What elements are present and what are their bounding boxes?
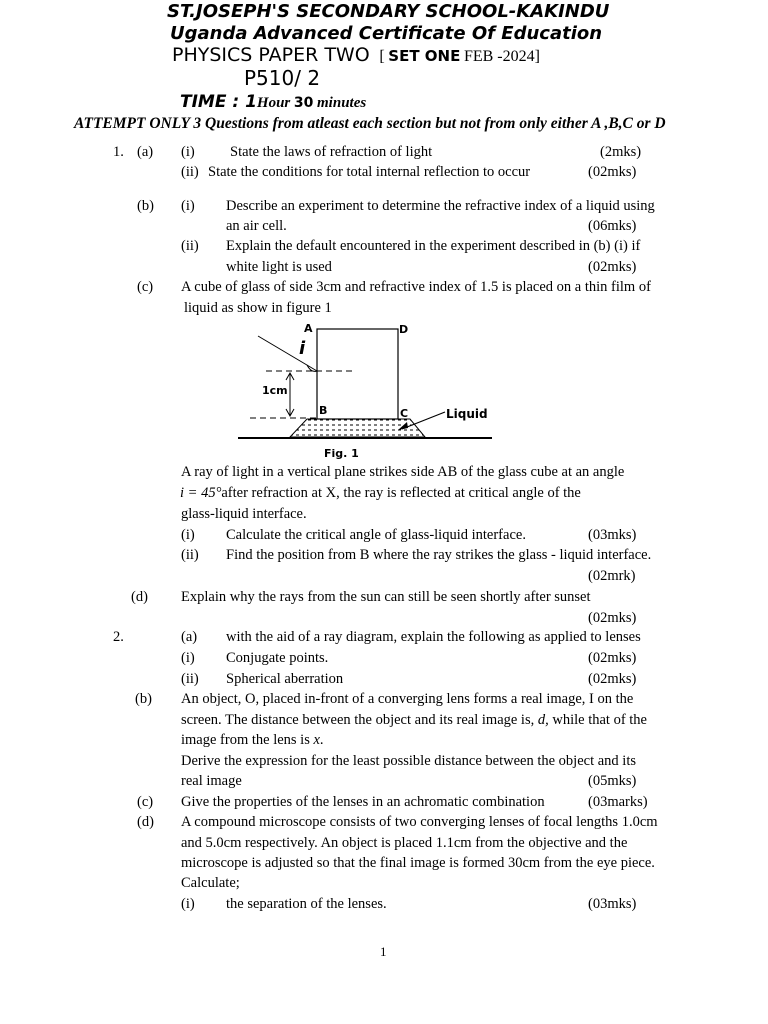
q1a-ii-marks: (02mks) <box>588 164 637 180</box>
q2d-i-marks: (03mks) <box>588 896 637 912</box>
q1b-i-label: (i) <box>181 198 195 214</box>
school-name: ST.JOSEPH'S SECONDARY SCHOOL-KAKINDU <box>167 1 610 22</box>
label-i: i <box>299 338 306 359</box>
q2b-line5: real image <box>181 773 242 789</box>
q1c-para-line1: A ray of light in a vertical plane strikes side AB of the glass cube at an angle <box>181 464 625 480</box>
q1c-i-text: Calculate the critical angle of glass-liquid interface. <box>226 527 526 543</box>
instruction: ATTEMPT ONLY 3 Questions from atleast each section but not from only either A ,B,C or D <box>74 115 666 132</box>
set-date: FEB -2024] <box>463 48 540 65</box>
q2d-label: (d) <box>137 814 154 830</box>
q1c-i-marks: (03mks) <box>588 527 637 543</box>
incident-ray <box>258 336 317 371</box>
set-bracket: [ <box>379 48 385 65</box>
q2b-line2b: while that of the <box>552 712 647 728</box>
q2d-i-text: the separation of the lenses. <box>226 896 387 912</box>
q2a-i-label: (i) <box>181 650 195 666</box>
q2b-line3b: . <box>319 732 324 748</box>
q1a-ii-text: State the conditions for total internal reflection to occur <box>208 164 531 180</box>
q2a-ii-marks: (02mks) <box>588 671 637 687</box>
label-d: D <box>399 323 409 336</box>
q2d-i-label: (i) <box>181 896 195 912</box>
q1a-ii-label: (ii) <box>181 164 199 180</box>
q2b-label: (b) <box>135 691 152 707</box>
q2a-i-marks: (02mks) <box>588 650 637 666</box>
label-liquid: Liquid <box>446 407 488 421</box>
q2d-line1: A compound microscope consists of two converging lenses of focal lengths 1.0cm <box>181 814 658 830</box>
q1a-label: (a) <box>137 144 154 160</box>
paper-title: PHYSICS PAPER TWO <box>172 44 370 66</box>
q1c-label: (c) <box>137 279 154 295</box>
q1c-line2: liquid as show in figure 1 <box>184 300 332 316</box>
q2c-label: (c) <box>137 794 154 810</box>
q2d-line4: Calculate; <box>181 875 240 891</box>
figure-1 <box>230 318 510 464</box>
q2b-line4: Derive the expression for the least possible distance between the object and its <box>181 753 636 769</box>
q1d-label: (d) <box>131 589 148 605</box>
q1c-para-line2 <box>180 486 581 501</box>
q1c-ii-text: Find the position from B where the ray strikes the glass - liquid interface. <box>226 547 652 563</box>
q1c-ii-marks: (02mrk) <box>588 568 636 584</box>
q1c-para-line2-rest: after refraction at X, the ray is reflected at critical angle of the <box>221 485 581 501</box>
time-label: TIME : 1 <box>180 92 257 112</box>
time-30: 30 <box>293 95 314 111</box>
q1b-i-marks: (06mks) <box>588 218 637 234</box>
q2d-line2: and 5.0cm respectively. An object is placed 1.1cm from the objective and the <box>181 835 628 851</box>
q2c-marks: (03marks) <box>588 794 648 810</box>
q2a-ii-text: Spherical aberration <box>226 671 344 687</box>
q1b-label: (b) <box>137 198 154 214</box>
q2a-i-text: Conjugate points. <box>226 650 329 666</box>
angle-equation: i = 45° <box>180 485 222 501</box>
time-line <box>180 94 366 111</box>
glass-cube <box>317 329 398 419</box>
q2a-text: with the aid of a ray diagram, explain the following as applied to lenses <box>226 629 641 645</box>
q1b-i-line1: Describe an experiment to determine the refractive index of a liquid using <box>226 198 655 214</box>
page-number: 1 <box>380 944 387 959</box>
q2b-line3 <box>181 733 324 748</box>
q1b-ii-line1: Explain the default encountered in the experiment described in (b) (i) if <box>226 238 641 254</box>
q2b-marks: (05mks) <box>588 773 637 789</box>
q2b-line2 <box>181 713 647 728</box>
q1a-i-text: State the laws of refraction of light <box>230 144 433 160</box>
q2b-line2a: screen. The distance between the object and its real image is, <box>181 712 535 728</box>
label-c: C <box>400 407 409 420</box>
q1b-ii-label: (ii) <box>181 238 199 254</box>
q1d-text: Explain why the rays from the sun can still be seen shortly after sunset <box>181 589 591 605</box>
q2b-var-x: x <box>313 732 320 748</box>
time-minutes: minutes <box>317 95 367 111</box>
q2-number: 2. <box>113 629 124 645</box>
q1a-i-marks: (2mks) <box>600 144 642 160</box>
q2b-line3a: image from the lens is <box>181 732 310 748</box>
time-hour: Hour <box>256 95 291 111</box>
figure-caption: Fig. 1 <box>324 447 359 460</box>
q2b-line1: An object, O, placed in-front of a converging lens forms a real image, I on the <box>181 691 634 707</box>
q2c-text: Give the properties of the lenses in an achromatic combination <box>181 794 545 810</box>
q2a-ii-label: (ii) <box>181 671 199 687</box>
certificate-title: Uganda Advanced Certificate Of Education <box>170 23 603 44</box>
q1d-marks: (02mks) <box>588 610 637 626</box>
q1c-i-label: (i) <box>181 527 195 543</box>
q1c-line1: A cube of glass of side 3cm and refractive index of 1.5 is placed on a thin film of <box>181 279 651 295</box>
q1b-ii-line2: white light is used <box>226 259 332 275</box>
q2a-label: (a) <box>181 629 198 645</box>
q2b-var-d: d, <box>537 712 549 728</box>
paper-line <box>172 46 540 65</box>
label-1cm: 1cm <box>262 384 288 397</box>
q1c-para-line3: glass-liquid interface. <box>181 506 307 522</box>
paper-code: P510/ 2 <box>244 66 321 90</box>
q2d-line3: microscope is adjusted so that the final image is formed 30cm from the eye piece. <box>181 855 655 871</box>
label-b: B <box>319 404 328 417</box>
set-label: SET ONE <box>388 47 461 65</box>
label-a: A <box>304 322 313 335</box>
q1-number: 1. <box>113 144 124 160</box>
q1a-i-label: (i) <box>181 144 195 160</box>
q1c-ii-label: (ii) <box>181 547 199 563</box>
q1b-ii-marks: (02mks) <box>588 259 637 275</box>
q1b-i-line2: an air cell. <box>226 218 287 234</box>
